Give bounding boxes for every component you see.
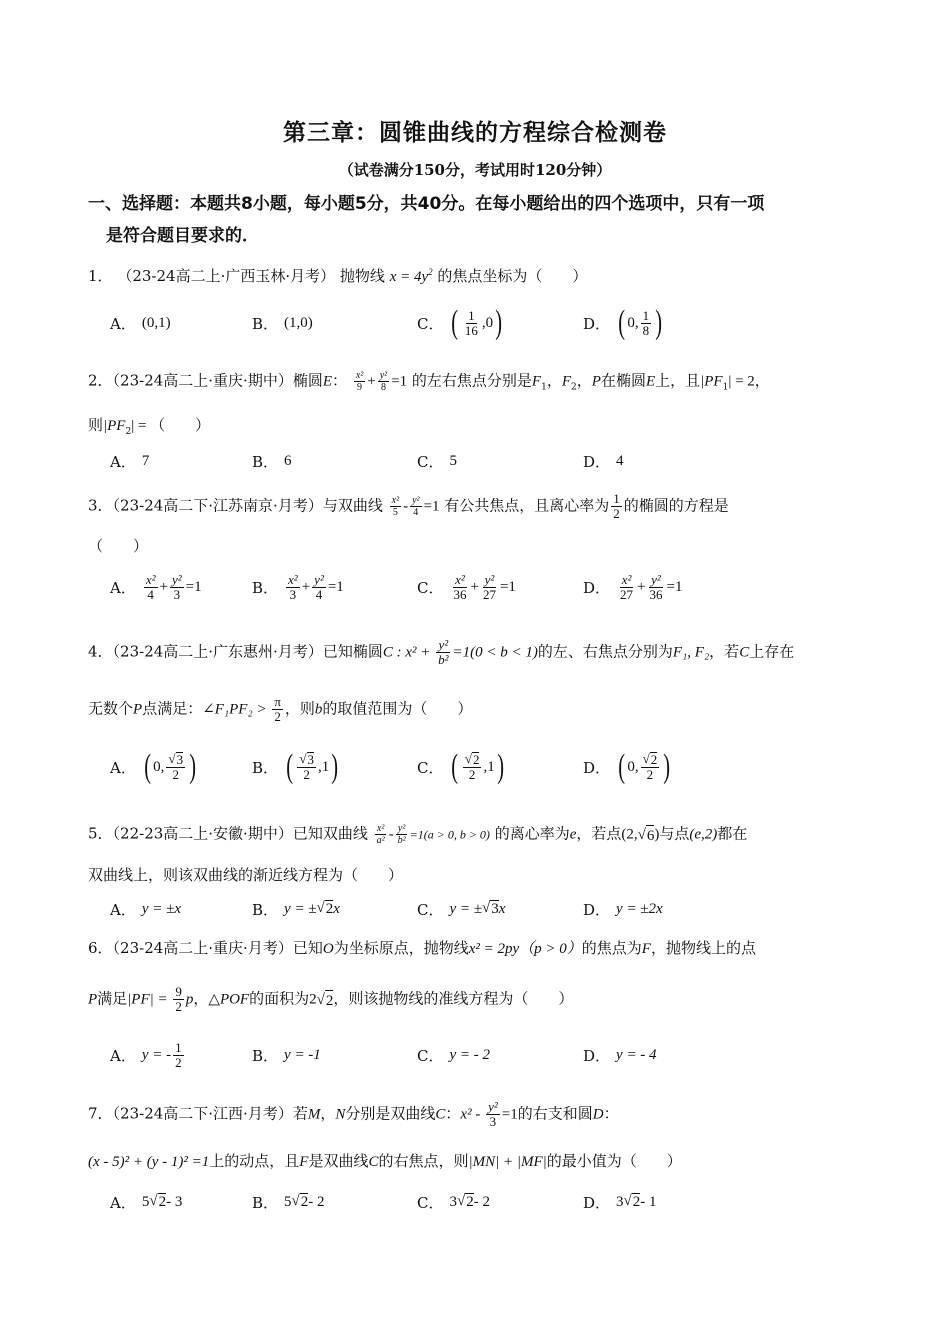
q3-option-c[interactable]: C． $\frac{\text{x²}}{36}$ + $\frac{\text{y²}}{27}$ =1 [417,571,516,602]
q1-option-b[interactable]: B． (1,0) [252,314,313,333]
question-2-line2: 则$|PF_2|$ = （ ） [88,416,211,437]
q2-options [110,448,810,474]
q7-option-c[interactable]: C． 3 √ 2 - 2 [417,1193,490,1212]
q1-source: （23-24高二上·广西玉林·月考） [117,267,336,285]
question-3-line2: （ ） [88,537,149,555]
q5-option-b[interactable]: B． y = ± √ 2 x [252,900,340,919]
section-heading-line1: 一、选择题：本题共8小题，每小题5分，共40分。在每小题给出的四个选项中，只有一项 [88,194,765,214]
question-5: 5．（22-23高二上·安徽·期中）已知双曲线 $\frac{\text{x²}}{\text{a²}}$ - $\frac{\text{y²}}{\text{b²}}$ =1(a > 0, b > 0) 的离心率为e，若点(2,√ 6 )与点(e,2)都在 [88,823,748,846]
q7-option-d[interactable]: D． 3 √ 2 - 1 [583,1193,657,1212]
q1-option-d[interactable]: D． ( 0, $\frac{1}{8}$ ) [583,304,663,341]
q7-option-b[interactable]: B． 5 √ 2 - 2 [252,1193,325,1212]
q6-option-a[interactable]: A． y = - $\frac{1}{2}$ [110,1039,182,1070]
question-6: 6．（23-24高二上·重庆·月考）已知O为坐标原点，抛物线x² = 2py（p > 0）的焦点为F，抛物线上的点 [88,939,756,957]
q3-option-a[interactable]: A． $\frac{\text{x²}}{4}$ + $\frac{\text{y²}}{3}$ =1 [110,571,202,602]
q1-option-c[interactable]: C． ( $\frac{1}{16}$ ,0 ) [417,304,503,341]
q1-option-a[interactable]: A． (0,1) [110,314,171,333]
question-7-line2: (x - 5)² + (y - 1)² =1上的动点，且F是双曲线C的右焦点，则|MN| + |MF|的最小值为（ ） [88,1152,682,1170]
q4-options [110,742,810,792]
q5-option-d[interactable]: D． y = ±2x [583,900,663,919]
question-5-line2: 双曲线上，则该双曲线的渐近线方程为（ ） [88,866,404,884]
question-4: 4．（23-24高二上·广东惠州·月考）已知椭圆C : x² + $\frac{\text{y²}}{\text{b²}}$ =1(0 < b < 1)的左、右焦点分别为F₁, F₂，若C上存在 [88,637,795,667]
q4-option-c[interactable]: C． ( √ 2 2 ,1 ) [417,748,504,785]
q1-pre: 抛物线 [339,267,385,285]
q6-option-b[interactable]: B． y = -1 [252,1046,321,1065]
q5-options [110,896,810,922]
q1-post: 的焦点坐标为（ ） [437,267,588,285]
q6-options [110,1030,810,1080]
q4-option-b[interactable]: B． ( √ 3 2 ,1 ) [252,748,339,785]
q1-equation: $x = 4y^2$ [389,267,433,285]
section-heading [88,188,878,252]
q2-option-c[interactable]: C． 5 [417,452,457,471]
question-3: 3．（23-24高二下·江苏南京·月考）与双曲线 $\frac{\text{x²}}{5}$ - $\frac{\text{y²}}{4}$ =1 有公共焦点，且离心率为 $\frac{1}{2}$ 的椭圆的方程是 [88,491,729,521]
q7-options [110,1189,810,1215]
q3-options [110,562,810,612]
page-subtitle: （试卷满分150分，考试用时120分钟） [338,161,612,179]
q1-number: 1． [88,267,113,285]
question-1 [88,262,878,287]
q6-option-d[interactable]: D． y = - 4 [583,1046,657,1065]
question-6-line2: P满足|PF| = $\frac{9}{2}$ p，△POF的面积为2√ 2 ，则该抛物线的准线方程为（ ） [88,984,574,1014]
q2-option-b[interactable]: B． 6 [252,452,292,471]
q6-option-c[interactable]: C． y = - 2 [417,1046,491,1065]
q3-option-d[interactable]: D． $\frac{\text{x²}}{27}$ + $\frac{\text{y²}}{36}$ =1 [583,571,683,602]
q4-option-a[interactable]: A． ( 0, √ 3 2 ) [110,748,197,785]
q1-options [110,298,810,348]
q5-option-c[interactable]: C． y = ± √ 3 x [417,900,506,919]
question-7: 7．（23-24高二下·江西·月考）若M，N分别是双曲线C：x² - $\frac{\text{y²}}{3}$ =1的右支和圆D： [88,1099,619,1129]
question-4-line2: 无数个P点满足：∠F₁PF₂ > $\frac{\pi}{2}$ ，则b的取值范围为（ ） [88,694,473,724]
question-2: 2．（23-24高二上·重庆·期中）椭圆E： $\frac{\text{x²}}{9}$ + $\frac{\text{y²}}{8}$ =1 的左右焦点分别是$F_1$，$F_2$，P在椭圆E上，且$|PF_1| = 2$， [88,370,770,393]
page-title: 第三章：圆锥曲线的方程综合检测卷 [283,120,667,146]
q2-option-d[interactable]: D． 4 [583,452,624,471]
section-heading-line2: 是符合题目要求的． [106,226,259,246]
q3-option-b[interactable]: B． $\frac{\text{x²}}{3}$ + $\frac{\text{y²}}{4}$ =1 [252,571,344,602]
q7-option-a[interactable]: A． 5 √ 2 - 3 [110,1193,183,1212]
q2-option-a[interactable]: A． 7 [110,452,150,471]
q5-option-a[interactable]: A． y = ±x [110,900,182,919]
q4-option-d[interactable]: D． ( 0, √ 2 2 ) [583,748,671,785]
